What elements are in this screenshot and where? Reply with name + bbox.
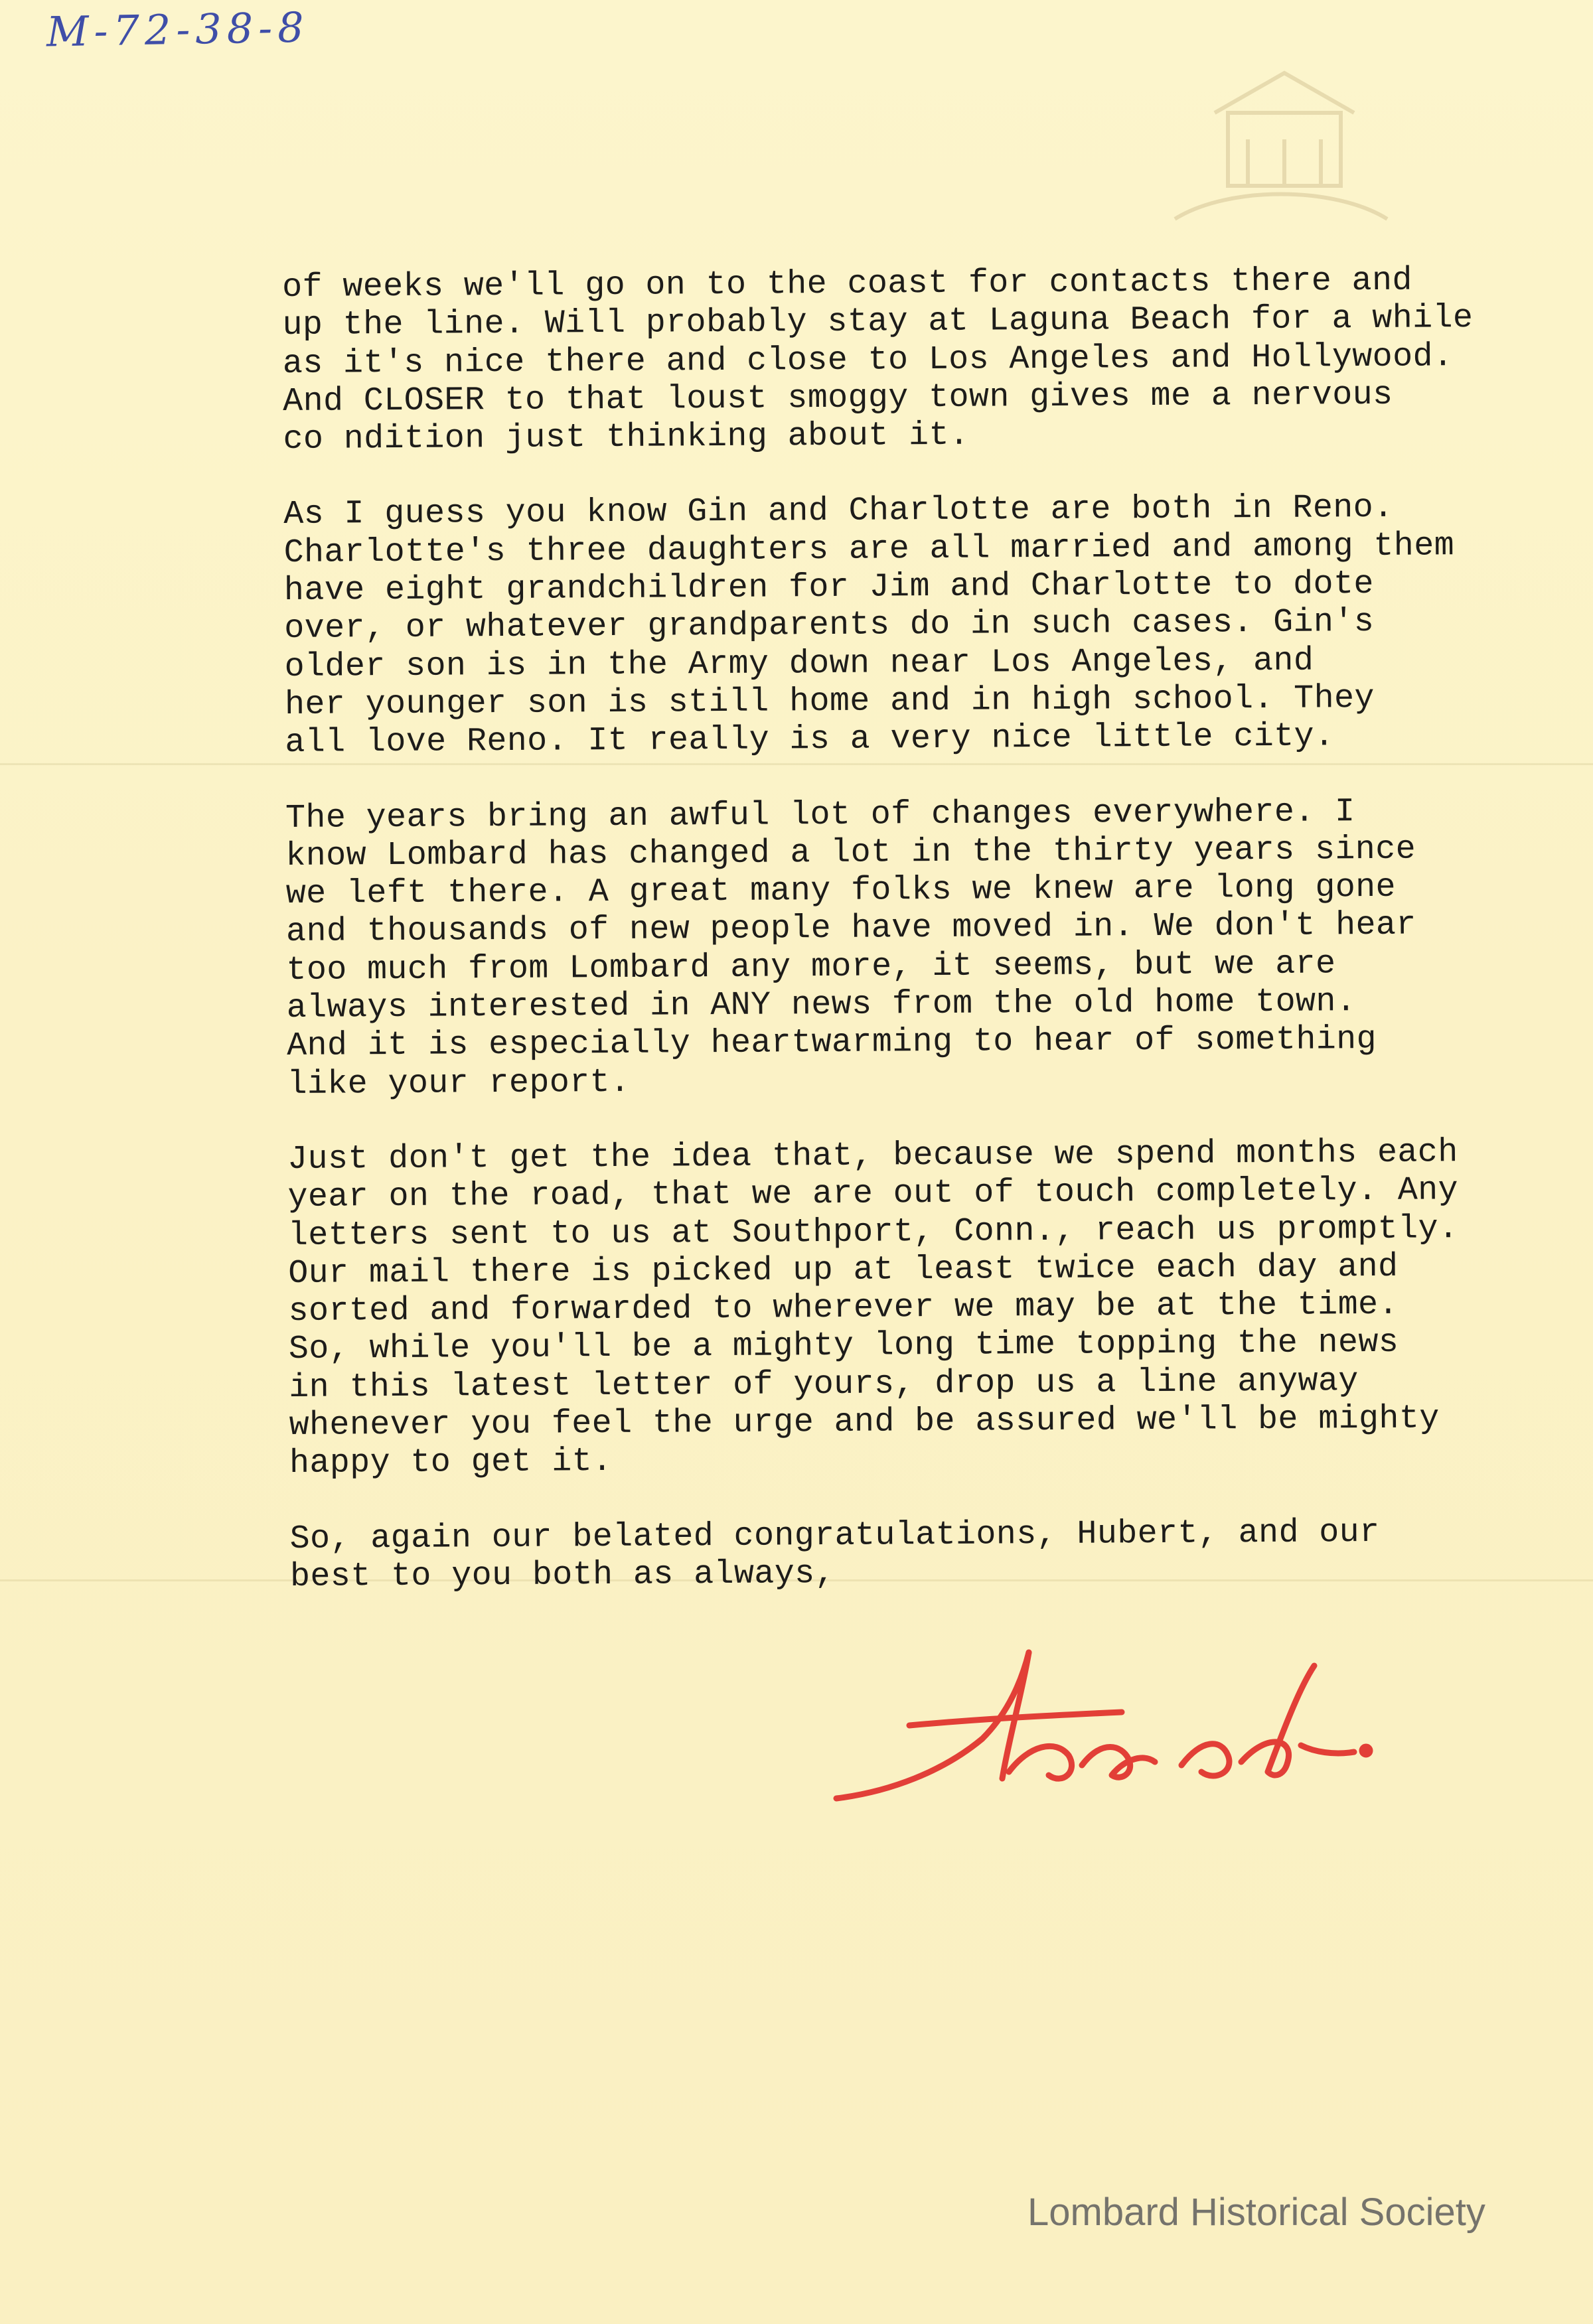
- letter-line: Just don't get the idea that, because we spend months each: [287, 1133, 1458, 1179]
- letter-line: year on the road, that we are out of touch completely. Any: [287, 1171, 1459, 1217]
- catalog-number: M-72-38-8: [46, 3, 310, 56]
- signature-harold: [810, 1639, 1381, 1825]
- letter-paragraph: [290, 1512, 1592, 1597]
- letter-line: all love Reno. It really is a very nice little city.: [285, 717, 1335, 763]
- letter-line: older son is in the Army down near Los Angeles, and: [284, 642, 1314, 686]
- letter-line: as it's nice there and close to Los Angeles and Hollywood.: [282, 337, 1454, 383]
- letter-line: like your report.: [287, 1063, 631, 1104]
- letterhead-emblem-icon: [1148, 53, 1414, 239]
- letter-line: too much from Lombard any more, it seems, but we are: [286, 945, 1336, 989]
- letter-line: And it is especially heartwarming to hear of something: [286, 1021, 1377, 1066]
- letter-line: sorted and forwarded to wherever we may be at the time.: [288, 1285, 1399, 1331]
- letter-line: Charlotte's three daughters are all married and among them: [283, 527, 1455, 572]
- letter-line: know Lombard has changed a lot in the thirty years since: [285, 830, 1416, 875]
- letter-line: always interested in ANY news from the old home town.: [286, 983, 1357, 1028]
- letter-line: in this latest letter of yours, drop us a line anyway: [289, 1362, 1359, 1407]
- letter-line: over, or whatever grandparents do in such cases. Gin's: [284, 603, 1375, 648]
- letter-line: And CLOSER to that loust smoggy town gives me a nervous: [283, 376, 1393, 421]
- letter-line: So, while you'll be a mighty long time topping the news: [288, 1324, 1399, 1369]
- letter-line: So, again our belated congratulations, Hubert, and our: [289, 1513, 1380, 1558]
- letter-paragraph: [282, 261, 1584, 459]
- letter-line: her younger son is still home and in high school. They: [284, 679, 1375, 724]
- letter-line: The years bring an awful lot of changes everywhere. I: [285, 792, 1355, 837]
- letter-line: up the line. Will probably stay at Laguna Beach for a while: [282, 299, 1474, 345]
- letter-line: letters sent to us at Southport, Conn., reach us promptly.: [287, 1209, 1459, 1255]
- letter-line: happy to get it.: [289, 1443, 613, 1483]
- letter-line: and thousands of new people have moved in. We don't hear: [285, 907, 1416, 952]
- letter-line: we left there. A great many folks we knew are long gone: [285, 868, 1397, 914]
- letter-paragraph: [285, 792, 1588, 1104]
- letter-line: co ndition just thinking about it.: [283, 416, 970, 459]
- letter-line: Our mail there is picked up at least twice each day and: [288, 1248, 1399, 1293]
- letter-line: As I guess you know Gin and Charlotte are both in Reno.: [283, 489, 1394, 534]
- watermark: Lombard Historical Society: [1027, 2191, 1485, 2234]
- letter-line: of weeks we'll go on to the coast for contacts there and: [282, 261, 1413, 307]
- letter-paragraph: [283, 488, 1586, 763]
- letter-line: whenever you feel the urge and be assured we'll be mighty: [289, 1400, 1440, 1445]
- letter-line: best to you both as always,: [289, 1554, 836, 1596]
- letter-body: [282, 261, 1592, 1633]
- letter-line: have eight grandchildren for Jim and Charlotte to dote: [283, 565, 1374, 611]
- letter-paragraph: [287, 1133, 1590, 1483]
